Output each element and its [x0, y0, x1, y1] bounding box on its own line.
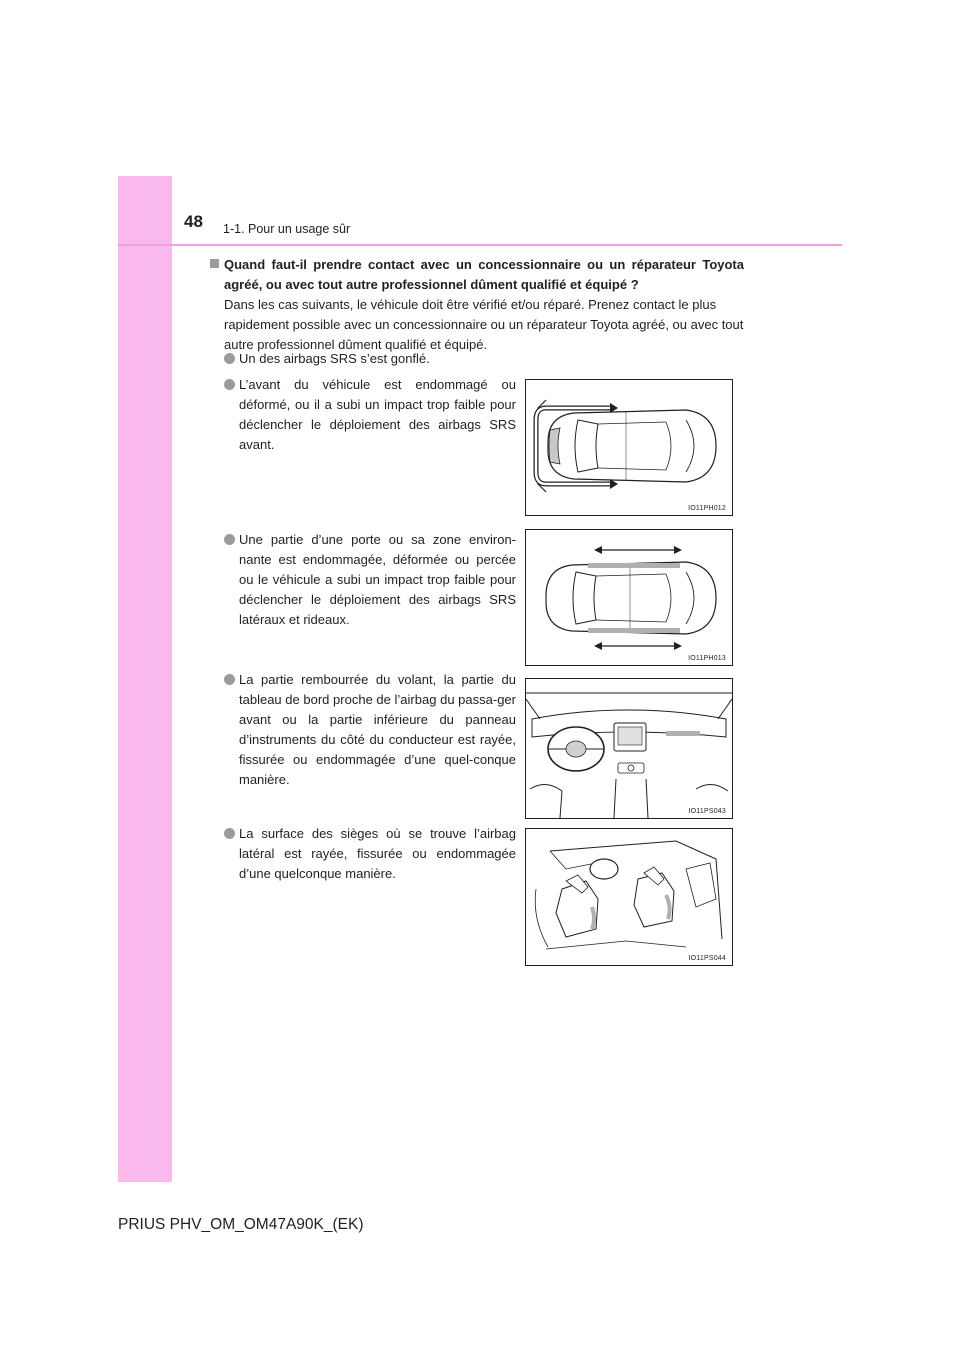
car-top-front-impact-illustration [526, 380, 732, 515]
list-item-text: Une partie d’une porte ou sa zone environ-nante est endommagée, déformée ou percée ou le véhicule a subi un impact trop faible pour déclencher le déploiement des airbags SRS latéraux et rideaux. [239, 532, 516, 627]
list-item [224, 530, 516, 630]
figure-code: IO11PS044 [688, 955, 726, 962]
list-item [224, 824, 516, 884]
heading-square-icon [210, 259, 219, 268]
car-top-side-impact-illustration [526, 530, 732, 665]
bullet-icon [224, 674, 235, 685]
bullet-icon [224, 534, 235, 545]
bullet-icon [224, 828, 235, 839]
figure-seat [525, 828, 733, 966]
section-title: 1-1. Pour un usage sûr [223, 222, 351, 236]
document-footer: PRIUS PHV_OM_OM47A90K_(EK) [118, 1216, 364, 1233]
list-item [224, 375, 516, 455]
bullet-icon [224, 379, 235, 390]
list-item-text: L’avant du véhicule est endommagé ou déformé, ou il a subi un impact trop faible pour déclencher le déploiement des airbags SRS avant. [239, 377, 516, 452]
list-item-text: La surface des sièges où se trouve l’airbag latéral est rayée, fissurée ou endommagée d’une quelconque manière. [239, 826, 516, 881]
figure-front-impact [525, 379, 733, 516]
page-number: 48 [184, 212, 203, 231]
list-item [224, 349, 744, 369]
figure-dashboard [525, 678, 733, 819]
subsection-heading: Quand faut-il prendre contact avec un concessionnaire ou un réparateur Toyota agréé, ou avec tout autre professionnel dûment qualifié et équipé ? [224, 257, 744, 292]
figure-code: IO11PH013 [688, 655, 726, 662]
header-rule [118, 244, 842, 246]
intro-paragraph: Dans les cas suivants, le véhicule doit être vérifié et/ou réparé. Prenez contact le plus rapidement possible avec un concessionnaire ou un réparateur Toyota agréé, ou avec tout autre professionnel dûment qualifié et équipé. [224, 297, 744, 352]
figure-code: IO11PS043 [688, 808, 726, 815]
side-color-band [118, 176, 172, 1182]
figure-code: IO11PH012 [688, 505, 726, 512]
list-item-text: La partie rembourrée du volant, la partie du tableau de bord proche de l’airbag du passa-ger avant ou la partie inférieure du panneau d’instruments du côté du conducteur est rayée, fissurée ou endommagée d’une quel-conque manière. [239, 672, 516, 787]
dashboard-airbag-illustration [526, 679, 732, 818]
bullet-icon [224, 353, 235, 364]
seat-airbag-illustration [526, 829, 732, 965]
figure-side-impact [525, 529, 733, 666]
list-item [224, 670, 516, 790]
list-item-text: Un des airbags SRS s’est gonflé. [239, 351, 430, 366]
